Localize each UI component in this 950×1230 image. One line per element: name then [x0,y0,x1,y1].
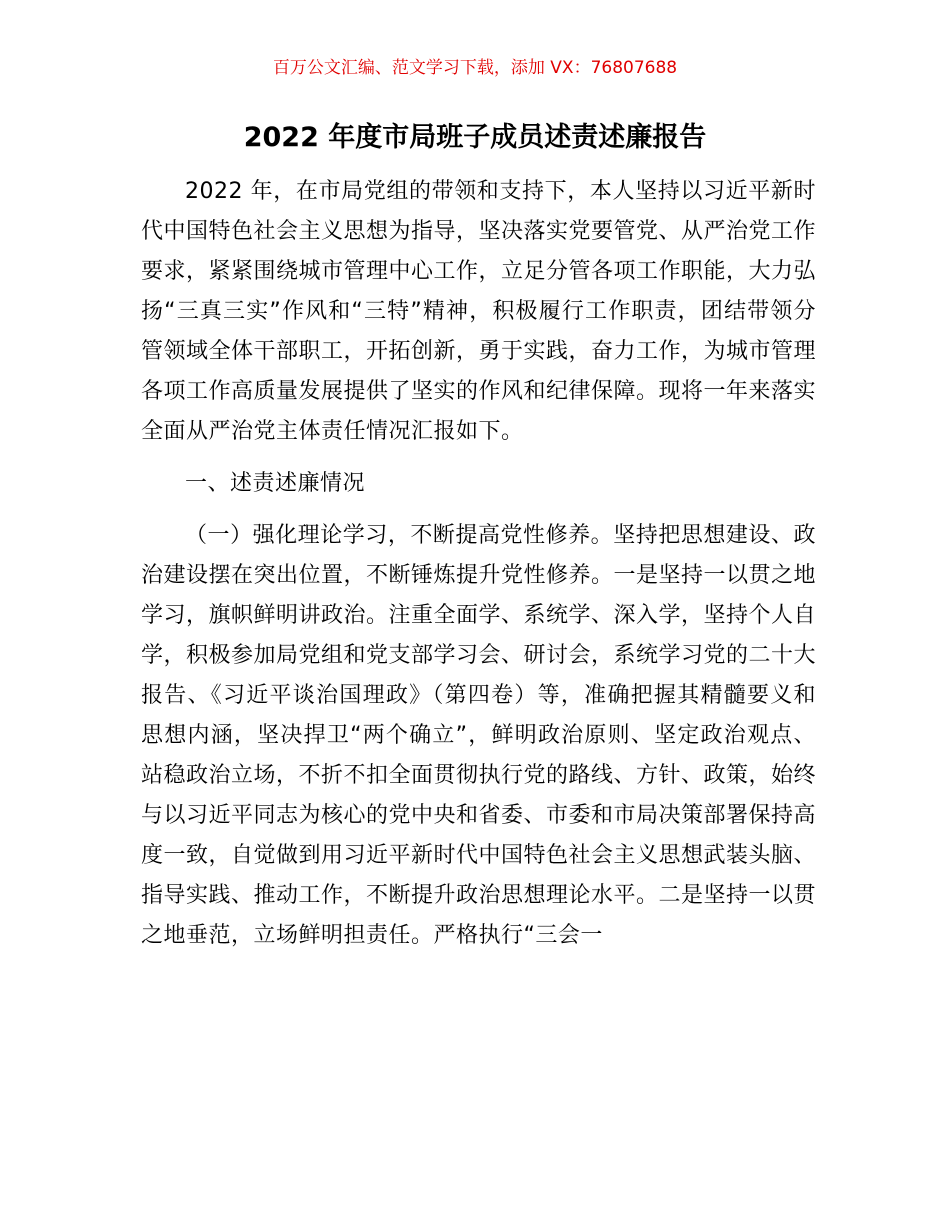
watermark-text: 百万公文汇编、范文学习下载，添加 VX：76807688 [272,58,678,78]
document-body [141,172,816,956]
document-title: 2022 年度市局班子成员述责述廉报告 [243,122,707,153]
section-heading: 一、述责述廉情况 [185,471,366,496]
subsection-paragraph: （一）强化理论学习，不断提高党性修养。坚持把思想建设、政治建设摆在突出位置，不断锤炼提升党性修养。一是坚持一以贯之地学习，旗帜鲜明讲政治。注重全面学、系统学、深入学，坚持个人自学，积极参加局党组和党支部学习会、研讨会，系统学习党的二十大报告、《习近平谈治国理政》（第四卷）等，准确把握其精髓要义和思想内涵，坚决捍卫“两个确立”，鲜明政治原则、坚定政治观点、站稳政治立场，不折不扣全面贯彻执行党的路线、方针、政策，始终与以习近平同志为核心的党中央和省委、市委和市局决策部署保持高度一致，自觉做到用习近平新时代中国特色社会主义思想武装头脑、指导实践、推动工作，不断提升政治思想理论水平。二是坚持一以贯之地垂范，立场鲜明担责任。严格执行“三会一 [141,523,817,948]
intro-paragraph: 2022 年，在市局党组的带领和支持下，本人坚持以习近平新时代中国特色社会主义思想为指导，坚决落实党要管党、从严治党工作要求，紧紧围绕城市管理中心工作，立足分管各项工作职能，大力弘扬“三真三实”作风和“三特”精神，积极履行工作职责，团结带领分管领域全体干部职工，开拓创新，勇于实践，奋力工作，为城市管理各项工作高质量发展提供了坚实的作风和纪律保障。现将一年来落实全面从严治党主体责任情况汇报如下。 [141,179,817,444]
